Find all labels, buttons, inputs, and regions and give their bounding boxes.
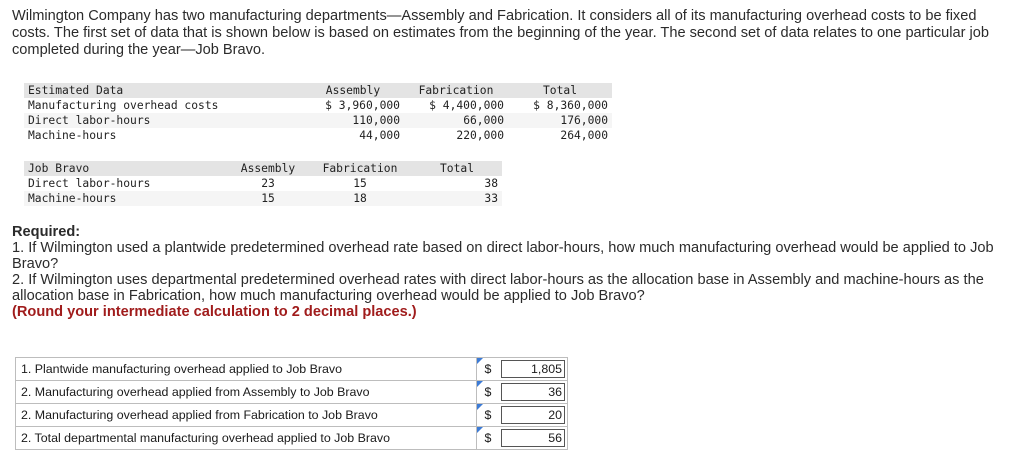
row-label: Machine-hours [24, 191, 228, 206]
table-header-row [24, 83, 612, 98]
answer-table [15, 357, 568, 450]
table-cell: 66,000 [404, 113, 508, 128]
table-cell: 38 [412, 176, 502, 191]
row-label: Direct labor-hours [24, 113, 302, 128]
table-cell: 18 [308, 191, 412, 206]
currency-cell [477, 381, 500, 404]
answer-label: 2. Manufacturing overhead applied from Fabrication to Job Bravo [16, 404, 477, 427]
table-header-cell: Assembly [302, 83, 404, 98]
table-cell: 220,000 [404, 128, 508, 143]
answer-input[interactable]: 56 [501, 429, 565, 447]
answer-row [16, 427, 568, 450]
currency-symbol: $ [484, 385, 492, 399]
table-header-cell: Job Bravo [24, 161, 228, 176]
estimated-data-table [24, 83, 612, 143]
input-marker-icon [477, 381, 483, 387]
table-header-cell: Fabrication [308, 161, 412, 176]
row-label: Direct labor-hours [24, 176, 228, 191]
input-marker-icon [477, 358, 483, 364]
currency-cell [477, 358, 500, 381]
table-cell: 176,000 [508, 113, 612, 128]
answer-input[interactable]: 20 [501, 406, 565, 424]
rounding-note: (Round your intermediate calculation to 2 decimal places.) [12, 304, 417, 320]
table-header-cell: Assembly [228, 161, 308, 176]
answer-cell [499, 404, 568, 427]
table-row [24, 98, 612, 113]
required-title: Required: [12, 224, 81, 240]
required-section [12, 224, 1002, 320]
table-header-row [24, 161, 502, 176]
table-cell: 15 [228, 191, 308, 206]
answer-input[interactable]: 36 [501, 383, 565, 401]
answer-label: 2. Total departmental manufacturing overhead applied to Job Bravo [16, 427, 477, 450]
answer-cell [499, 358, 568, 381]
input-marker-icon [477, 427, 483, 433]
currency-symbol: $ [484, 408, 492, 422]
answer-row [16, 358, 568, 381]
answer-row [16, 381, 568, 404]
table-header-cell: Fabrication [404, 83, 508, 98]
table-cell: 110,000 [302, 113, 404, 128]
job-bravo-table [24, 161, 502, 206]
row-label: Machine-hours [24, 128, 302, 143]
answer-row [16, 404, 568, 427]
currency-symbol: $ [484, 362, 492, 376]
answer-cell [499, 427, 568, 450]
question-2: 2. If Wilmington uses departmental predetermined overhead rates with direct labor-hours as the allocation base in Assembly and machine-hours as the allocation base in Fabrication, how much manufacturing overhead would be applied to Job Bravo? [12, 272, 984, 304]
table-header-cell: Estimated Data [24, 83, 302, 98]
table-cell: $ 3,960,000 [302, 98, 404, 113]
answer-input[interactable]: 1,805 [501, 360, 565, 378]
table-header-cell: Total [412, 161, 502, 176]
table-row [24, 176, 502, 191]
table-cell: 23 [228, 176, 308, 191]
currency-cell [477, 427, 500, 450]
table-cell: 33 [412, 191, 502, 206]
table-cell: 264,000 [508, 128, 612, 143]
answer-cell [499, 381, 568, 404]
table-header-cell: Total [508, 83, 612, 98]
input-marker-icon [477, 404, 483, 410]
question-1: 1. If Wilmington used a plantwide predetermined overhead rate based on direct labor-hours, how much manufacturing overhead would be applied to Job Bravo? [12, 240, 994, 272]
answer-label: 1. Plantwide manufacturing overhead applied to Job Bravo [16, 358, 477, 381]
currency-cell [477, 404, 500, 427]
table-cell: 44,000 [302, 128, 404, 143]
table-row [24, 128, 612, 143]
answer-label: 2. Manufacturing overhead applied from Assembly to Job Bravo [16, 381, 477, 404]
table-cell: $ 8,360,000 [508, 98, 612, 113]
table-row [24, 113, 612, 128]
problem-intro: Wilmington Company has two manufacturing departments—Assembly and Fabrication. It considers all of its manufacturing overhead costs to be fixed costs. The first set of data that is shown below is based on estimates from the beginning of the year. The second set of data relates to one particular job completed during the year—Job Bravo. [12, 8, 989, 58]
row-label: Manufacturing overhead costs [24, 98, 302, 113]
table-cell: $ 4,400,000 [404, 98, 508, 113]
table-cell: 15 [308, 176, 412, 191]
table-row [24, 191, 502, 206]
currency-symbol: $ [484, 431, 492, 445]
